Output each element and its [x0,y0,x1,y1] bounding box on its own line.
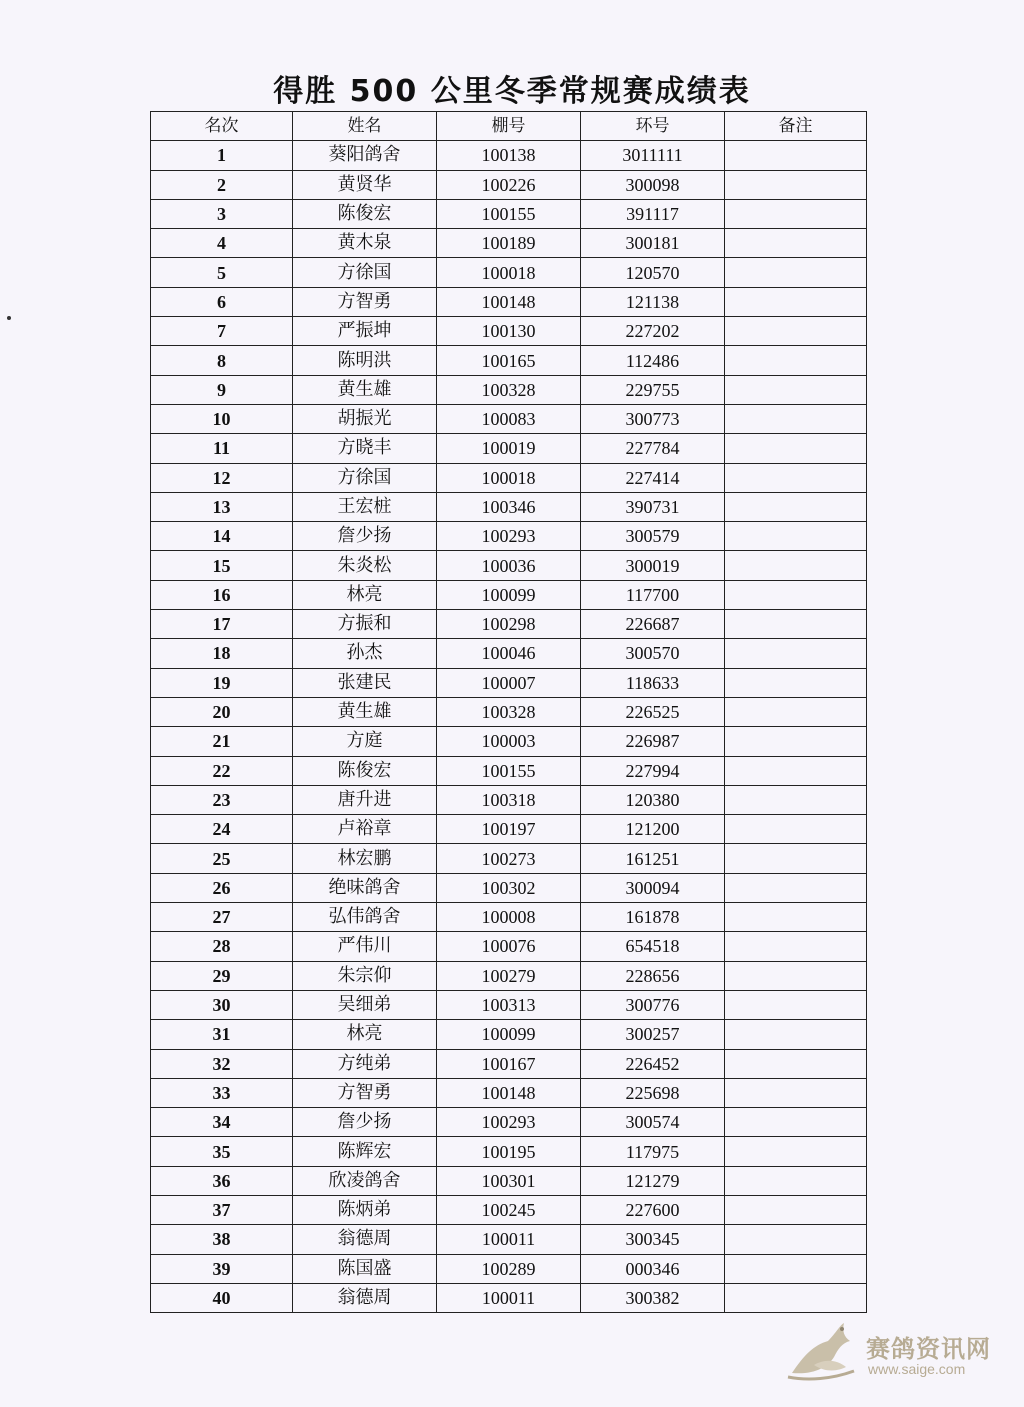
ring-number-cell: 226452 [581,1049,725,1078]
name-cell: 吴细弟 [293,990,437,1019]
remark-cell [725,1078,867,1107]
remark-cell [725,727,867,756]
loft-number-cell: 100076 [437,932,581,961]
rank-cell: 34 [151,1108,293,1137]
name-cell: 唐升进 [293,785,437,814]
name-cell: 严振坤 [293,317,437,346]
rank-cell: 18 [151,639,293,668]
table-row [151,903,867,932]
rank-cell: 12 [151,463,293,492]
ring-number-cell: 121138 [581,287,725,316]
remark-cell [725,492,867,521]
ring-number-cell: 227414 [581,463,725,492]
name-cell: 卢裕章 [293,815,437,844]
rank-cell: 9 [151,375,293,404]
name-cell: 詹少扬 [293,522,437,551]
name-cell: 方智勇 [293,1078,437,1107]
ring-number-cell: 225698 [581,1078,725,1107]
name-cell: 绝味鸽舍 [293,873,437,902]
name-cell: 弘伟鸽舍 [293,903,437,932]
table-row [151,1254,867,1283]
rank-cell: 30 [151,990,293,1019]
rank-cell: 10 [151,404,293,433]
table-row [151,990,867,1019]
rank-cell: 28 [151,932,293,961]
loft-number-cell: 100148 [437,287,581,316]
name-cell: 朱炎松 [293,551,437,580]
name-cell: 黄木泉 [293,229,437,258]
rank-cell: 35 [151,1137,293,1166]
ring-number-cell: 300579 [581,522,725,551]
table-row [151,346,867,375]
table-row [151,492,867,521]
name-cell: 胡振光 [293,404,437,433]
name-cell: 方晓丰 [293,434,437,463]
remark-cell [725,1108,867,1137]
table-row [151,317,867,346]
remark-cell [725,258,867,287]
name-cell: 方徐国 [293,463,437,492]
rank-cell: 39 [151,1254,293,1283]
loft-number-cell: 100046 [437,639,581,668]
loft-number-cell: 100298 [437,610,581,639]
table-row [151,1137,867,1166]
loft-number-cell: 100289 [437,1254,581,1283]
remark-cell [725,903,867,932]
ring-number-cell: 227600 [581,1195,725,1224]
rank-cell: 40 [151,1283,293,1312]
ring-number-cell: 300570 [581,639,725,668]
loft-number-cell: 100130 [437,317,581,346]
ring-number-cell: 391117 [581,199,725,228]
rank-cell: 22 [151,756,293,785]
table-row [151,463,867,492]
ring-number-cell: 228656 [581,961,725,990]
loft-number-cell: 100293 [437,1108,581,1137]
page-title: 得胜 500 公里冬季常规赛成绩表 [273,74,751,109]
table-row [151,1108,867,1137]
name-cell: 方徐国 [293,258,437,287]
ring-number-cell: 3011111 [581,141,725,170]
name-cell: 葵阳鸽舍 [293,141,437,170]
rank-cell: 5 [151,258,293,287]
rank-cell: 27 [151,903,293,932]
remark-cell [725,990,867,1019]
loft-number-cell: 100318 [437,785,581,814]
remark-cell [725,317,867,346]
remark-cell [725,697,867,726]
name-cell: 黄贤华 [293,170,437,199]
ring-number-cell: 161878 [581,903,725,932]
rank-cell: 23 [151,785,293,814]
remark-cell [725,932,867,961]
rank-cell: 36 [151,1166,293,1195]
rank-cell: 29 [151,961,293,990]
scan-speck [7,316,11,320]
rank-cell: 17 [151,610,293,639]
table-row [151,229,867,258]
table-row [151,1283,867,1312]
remark-cell [725,170,867,199]
table-row [151,258,867,287]
remark-cell [725,1195,867,1224]
name-cell: 方纯弟 [293,1049,437,1078]
remark-cell [725,844,867,873]
table-row [151,522,867,551]
ring-number-cell: 121200 [581,815,725,844]
rank-cell: 21 [151,727,293,756]
loft-number-cell: 100273 [437,844,581,873]
remark-cell [725,229,867,258]
ring-number-cell: 300257 [581,1020,725,1049]
rank-cell: 31 [151,1020,293,1049]
table-row [151,1225,867,1254]
ring-number-cell: 112486 [581,346,725,375]
loft-number-cell: 100003 [437,727,581,756]
remark-cell [725,1283,867,1312]
ring-number-cell: 120570 [581,258,725,287]
ring-number-cell: 390731 [581,492,725,521]
remark-cell [725,463,867,492]
loft-number-cell: 100007 [437,668,581,697]
ring-number-cell: 226525 [581,697,725,726]
table-row [151,727,867,756]
rank-cell: 4 [151,229,293,258]
table-row [151,844,867,873]
remark-cell [725,522,867,551]
table-row [151,961,867,990]
pigeon-logo-icon [784,1315,874,1385]
name-cell: 陈明洪 [293,346,437,375]
rank-cell: 25 [151,844,293,873]
remark-cell [725,434,867,463]
table-row [151,580,867,609]
loft-number-cell: 100189 [437,229,581,258]
results-table [150,111,867,1313]
ring-number-cell: 300773 [581,404,725,433]
loft-number-cell: 100155 [437,756,581,785]
header-rank: 名次 [151,112,293,141]
rank-cell: 14 [151,522,293,551]
name-cell: 陈俊宏 [293,756,437,785]
header-loft-number: 棚号 [437,112,581,141]
remark-cell [725,1049,867,1078]
table-row [151,932,867,961]
table-row [151,170,867,199]
loft-number-cell: 100328 [437,375,581,404]
ring-number-cell: 300019 [581,551,725,580]
table-row [151,1195,867,1224]
name-cell: 林亮 [293,580,437,609]
rank-cell: 3 [151,199,293,228]
remark-cell [725,141,867,170]
rank-cell: 6 [151,287,293,316]
rank-cell: 19 [151,668,293,697]
loft-number-cell: 100011 [437,1283,581,1312]
table-row [151,404,867,433]
loft-number-cell: 100018 [437,463,581,492]
loft-number-cell: 100099 [437,580,581,609]
remark-cell [725,1254,867,1283]
table-row [151,141,867,170]
ring-number-cell: 226687 [581,610,725,639]
remark-cell [725,610,867,639]
name-cell: 张建民 [293,668,437,697]
rank-cell: 15 [151,551,293,580]
loft-number-cell: 100293 [437,522,581,551]
loft-number-cell: 100036 [437,551,581,580]
loft-number-cell: 100018 [437,258,581,287]
remark-cell [725,785,867,814]
loft-number-cell: 100328 [437,697,581,726]
table-row [151,610,867,639]
name-cell: 陈俊宏 [293,199,437,228]
results-table-body [151,141,867,1313]
loft-number-cell: 100195 [437,1137,581,1166]
ring-number-cell: 300094 [581,873,725,902]
table-row [151,815,867,844]
loft-number-cell: 100148 [437,1078,581,1107]
ring-number-cell: 118633 [581,668,725,697]
loft-number-cell: 100197 [437,815,581,844]
name-cell: 翁德周 [293,1283,437,1312]
ring-number-cell: 300382 [581,1283,725,1312]
rank-cell: 24 [151,815,293,844]
remark-cell [725,199,867,228]
rank-cell: 26 [151,873,293,902]
table-row [151,1020,867,1049]
name-cell: 陈炳弟 [293,1195,437,1224]
table-row [151,697,867,726]
watermark-url: www.saige.com [868,1361,966,1377]
remark-cell [725,346,867,375]
remark-cell [725,287,867,316]
header-name: 姓名 [293,112,437,141]
loft-number-cell: 100011 [437,1225,581,1254]
remark-cell [725,668,867,697]
remark-cell [725,815,867,844]
rank-cell: 13 [151,492,293,521]
ring-number-cell: 117700 [581,580,725,609]
remark-cell [725,1166,867,1195]
name-cell: 林亮 [293,1020,437,1049]
name-cell: 林宏鹏 [293,844,437,873]
name-cell: 欣凌鸽舍 [293,1166,437,1195]
loft-number-cell: 100167 [437,1049,581,1078]
ring-number-cell: 161251 [581,844,725,873]
table-row [151,199,867,228]
ring-number-cell: 120380 [581,785,725,814]
loft-number-cell: 100245 [437,1195,581,1224]
remark-cell [725,1225,867,1254]
rank-cell: 33 [151,1078,293,1107]
loft-number-cell: 100083 [437,404,581,433]
name-cell: 孙杰 [293,639,437,668]
name-cell: 黄生雄 [293,375,437,404]
table-row [151,1166,867,1195]
rank-cell: 38 [151,1225,293,1254]
ring-number-cell: 227994 [581,756,725,785]
remark-cell [725,404,867,433]
name-cell: 方振和 [293,610,437,639]
loft-number-cell: 100099 [437,1020,581,1049]
table-row [151,1049,867,1078]
loft-number-cell: 100008 [437,903,581,932]
loft-number-cell: 100301 [437,1166,581,1195]
table-row [151,551,867,580]
name-cell: 詹少扬 [293,1108,437,1137]
loft-number-cell: 100226 [437,170,581,199]
loft-number-cell: 100019 [437,434,581,463]
ring-number-cell: 300345 [581,1225,725,1254]
name-cell: 陈国盛 [293,1254,437,1283]
watermark-site-name: 赛鸽资讯网 [866,1335,991,1363]
table-row [151,785,867,814]
remark-cell [725,1137,867,1166]
remark-cell [725,580,867,609]
table-row [151,873,867,902]
loft-number-cell: 100302 [437,873,581,902]
name-cell: 黄生雄 [293,697,437,726]
loft-number-cell: 100346 [437,492,581,521]
rank-cell: 11 [151,434,293,463]
remark-cell [725,961,867,990]
header-remark: 备注 [725,112,867,141]
remark-cell [725,756,867,785]
remark-cell [725,551,867,580]
ring-number-cell: 227784 [581,434,725,463]
remark-cell [725,375,867,404]
table-row [151,756,867,785]
ring-number-cell: 654518 [581,932,725,961]
table-row [151,287,867,316]
name-cell: 朱宗仰 [293,961,437,990]
name-cell: 陈辉宏 [293,1137,437,1166]
name-cell: 方庭 [293,727,437,756]
ring-number-cell: 300574 [581,1108,725,1137]
remark-cell [725,873,867,902]
rank-cell: 20 [151,697,293,726]
rank-cell: 32 [151,1049,293,1078]
rank-cell: 8 [151,346,293,375]
rank-cell: 7 [151,317,293,346]
name-cell: 王宏桩 [293,492,437,521]
table-row [151,639,867,668]
remark-cell [725,1020,867,1049]
ring-number-cell: 227202 [581,317,725,346]
table-row [151,1078,867,1107]
loft-number-cell: 100165 [437,346,581,375]
header-ring-number: 环号 [581,112,725,141]
ring-number-cell: 121279 [581,1166,725,1195]
remark-cell [725,639,867,668]
loft-number-cell: 100313 [437,990,581,1019]
rank-cell: 2 [151,170,293,199]
ring-number-cell: 000346 [581,1254,725,1283]
table-row [151,434,867,463]
ring-number-cell: 229755 [581,375,725,404]
site-watermark [784,1315,994,1385]
name-cell: 翁德周 [293,1225,437,1254]
ring-number-cell: 300181 [581,229,725,258]
rank-cell: 16 [151,580,293,609]
ring-number-cell: 300098 [581,170,725,199]
ring-number-cell: 117975 [581,1137,725,1166]
name-cell: 方智勇 [293,287,437,316]
ring-number-cell: 226987 [581,727,725,756]
loft-number-cell: 100279 [437,961,581,990]
ring-number-cell: 300776 [581,990,725,1019]
table-row [151,375,867,404]
loft-number-cell: 100155 [437,199,581,228]
rank-cell: 1 [151,141,293,170]
table-header-row [151,112,867,141]
rank-cell: 37 [151,1195,293,1224]
table-row [151,668,867,697]
loft-number-cell: 100138 [437,141,581,170]
name-cell: 严伟川 [293,932,437,961]
